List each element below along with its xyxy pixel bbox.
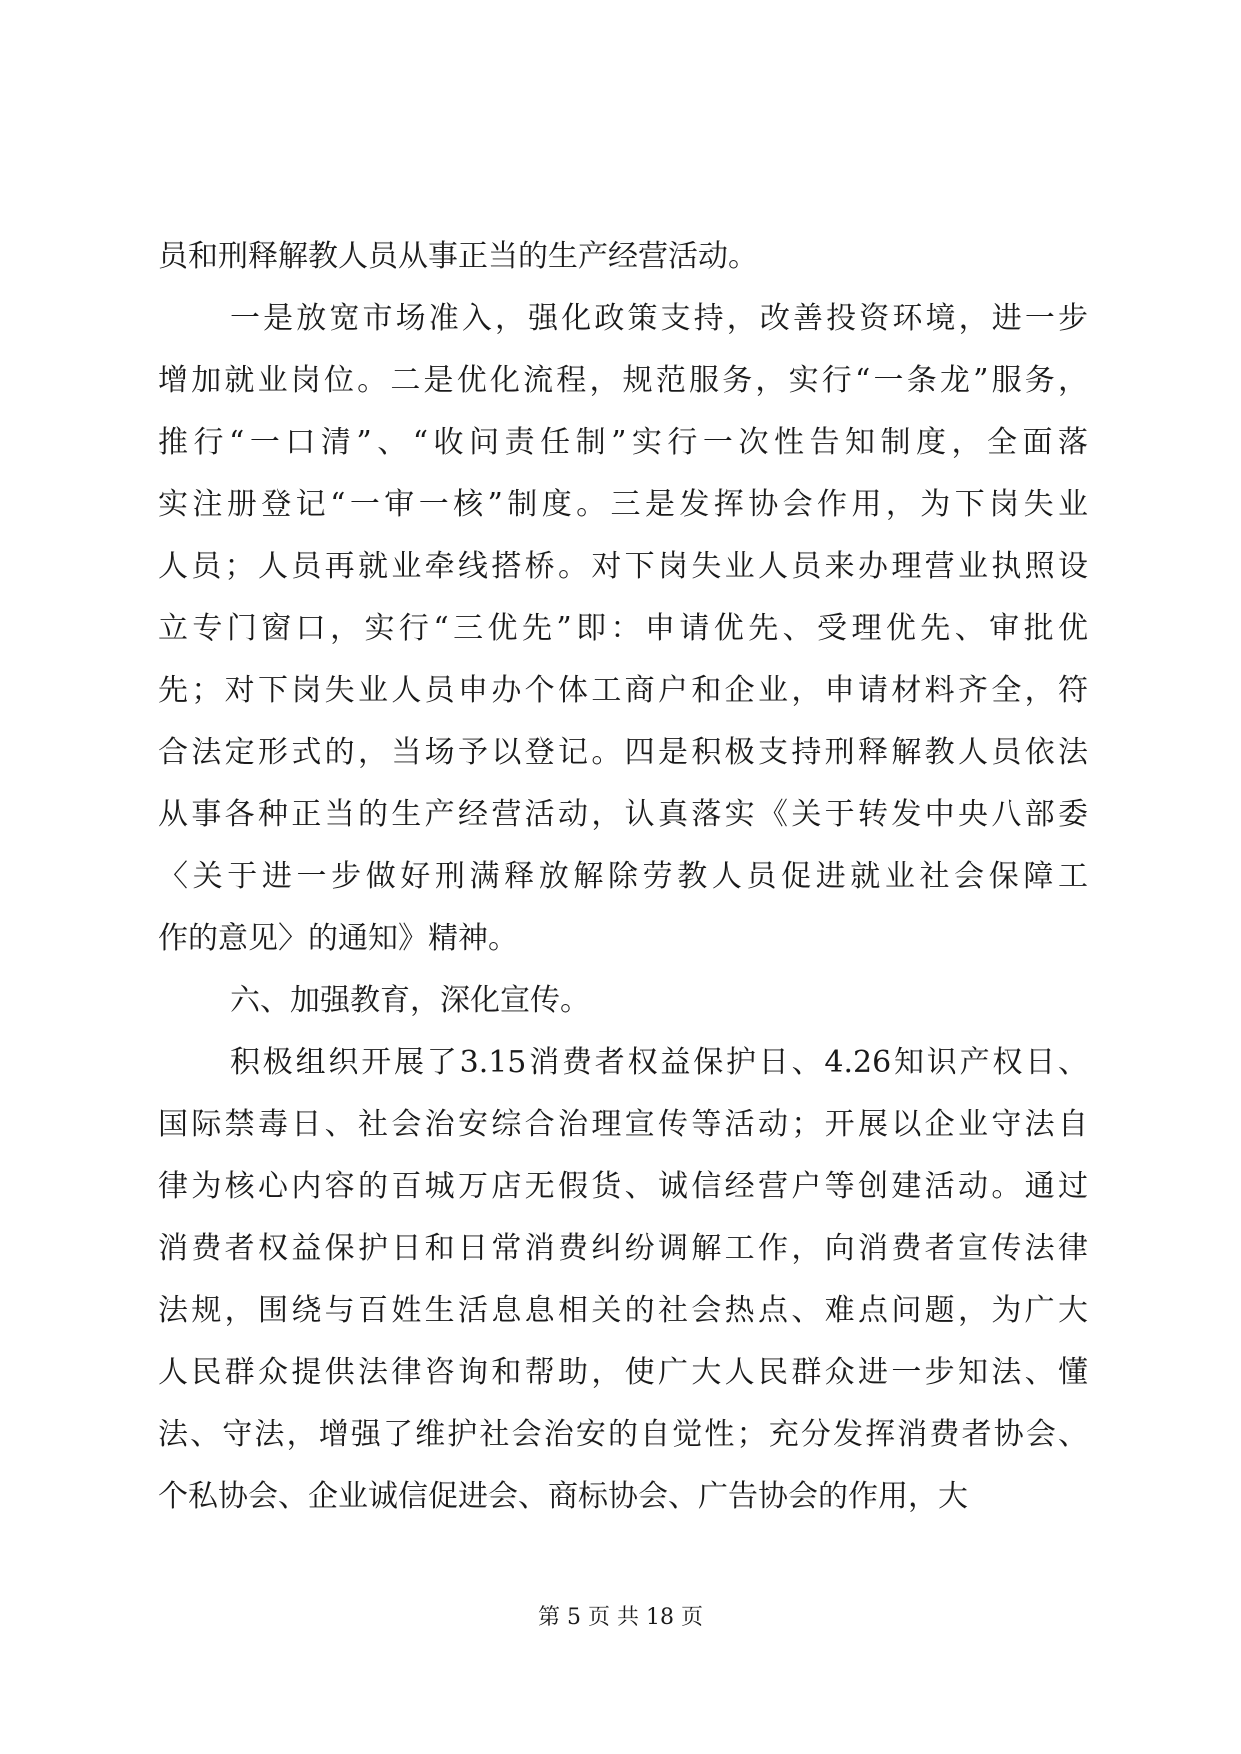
text-line: 人员；人员再就业牵线搭桥。对下岗失业人员来办理营业执照设: [158, 549, 1088, 584]
text-line: 先；对下岗失业人员申办个体工商户和企业，申请材料齐全，符: [158, 673, 1088, 708]
text-line: 法规，围绕与百姓生活息息相关的社会热点、难点问题，为广大: [158, 1293, 1088, 1328]
text-line: 员和刑释解教人员从事正当的生产经营活动。: [158, 239, 758, 274]
text-line: 一是放宽市场准入，强化政策支持，改善投资环境，进一步: [230, 301, 1088, 336]
text-line: 实注册登记“一审一核”制度。三是发挥协会作用，为下岗失业: [158, 487, 1088, 522]
text-line: 增加就业岗位。二是优化流程，规范服务，实行“一条龙”服务，: [158, 363, 1088, 398]
text-line: 个私协会、企业诚信促进会、商标协会、广告协会的作用，大: [158, 1479, 968, 1514]
text-line: 积极组织开展了3.15消费者权益保护日、4.26知识产权日、: [230, 1045, 1088, 1080]
text-line: 法、守法，增强了维护社会治安的自觉性；充分发挥消费者协会、: [158, 1417, 1088, 1452]
text-line: 合法定形式的，当场予以登记。四是积极支持刑释解教人员依法: [158, 735, 1088, 770]
text-line: 国际禁毒日、社会治安综合治理宣传等活动；开展以企业守法自: [158, 1107, 1088, 1142]
text-line: 立专门窗口，实行“三优先”即：申请优先、受理优先、审批优: [158, 611, 1088, 646]
text-line: 从事各种正当的生产经营活动，认真落实《关于转发中央八部委: [158, 797, 1088, 832]
text-line: 人民群众提供法律咨询和帮助，使广大人民群众进一步知法、懂: [158, 1355, 1088, 1390]
text-line: 律为核心内容的百城万店无假货、诚信经营户等创建活动。通过: [158, 1169, 1088, 1204]
text-line: 六、加强教育，深化宣传。: [230, 983, 590, 1018]
text-line: 作的意见〉的通知》精神。: [158, 921, 518, 956]
text-line: 推行“一口清”、“收问责任制”实行一次性告知制度，全面落: [158, 425, 1088, 460]
text-line: 〈关于进一步做好刑满释放解除劳教人员促进就业社会保障工: [158, 859, 1088, 894]
page-footer: 第 5 页 共 18 页: [538, 1605, 703, 1630]
text-line: 消费者权益保护日和日常消费纠纷调解工作，向消费者宣传法律: [158, 1231, 1088, 1266]
document-body: [158, 226, 1088, 1528]
